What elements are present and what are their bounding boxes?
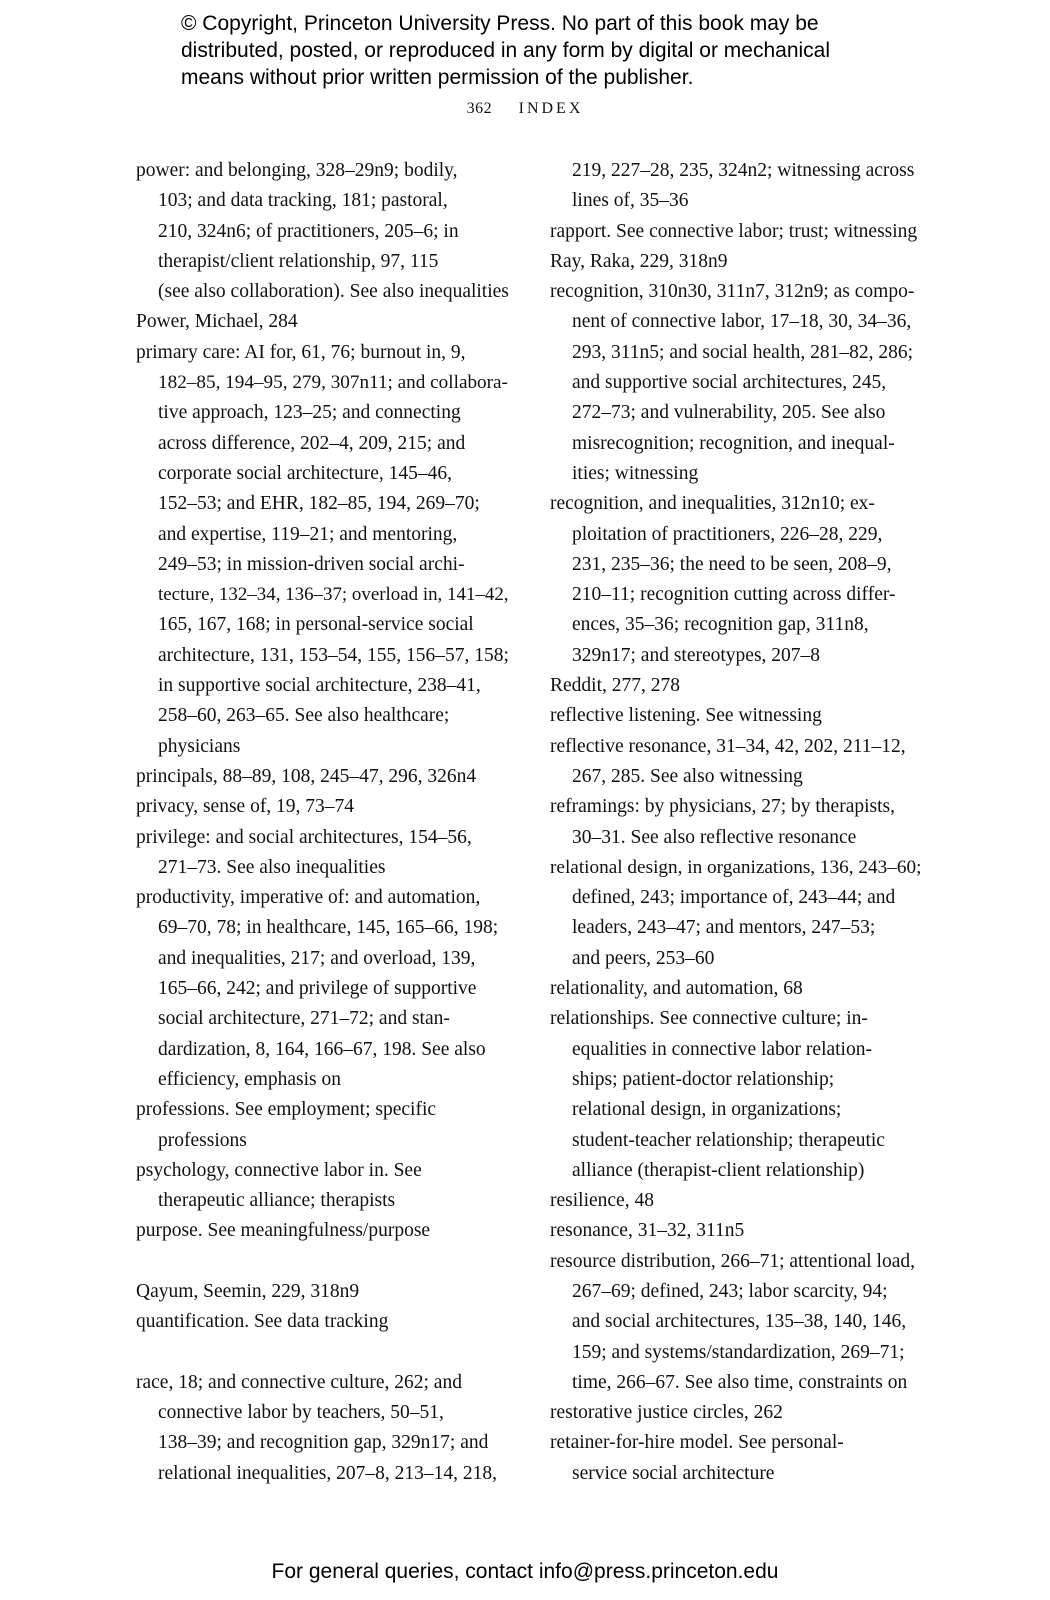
index-entry: Ray, Raka, 229, 318n9: [550, 250, 728, 272]
copyright-line: © Copyright, Princeton University Press. No part of this book may be: [181, 12, 819, 35]
copyright-line: means without prior written permission of the publisher.: [181, 66, 694, 89]
index-entry: reframings: by physicians, 27; by therapists,: [550, 796, 895, 818]
index-entry-continuation: student-teacher relationship; therapeutic: [572, 1129, 885, 1151]
index-entry: psychology, connective labor in. See: [136, 1159, 422, 1181]
index-entry-continuation: 30–31. See also reflective resonance: [572, 826, 857, 848]
index-entry-continuation: relational design, in organizations;: [572, 1099, 842, 1121]
index-entry-continuation: equalities in connective labor relation-: [572, 1038, 872, 1060]
index-entry-continuation: 293, 311n5; and social health, 281–82, 286;: [572, 341, 914, 363]
index-entry-continuation: 165–66, 242; and privilege of supportive: [158, 978, 477, 1000]
index-entry-continuation: corporate social architecture, 145–46,: [158, 462, 452, 484]
running-head: [0, 100, 1050, 118]
index-entry-continuation: nent of connective labor, 17–18, 30, 34–36,: [572, 311, 912, 333]
index-entry: privacy, sense of, 19, 73–74: [136, 796, 355, 818]
page-number: 362: [466, 100, 493, 117]
index-entry: race, 18; and connective culture, 262; and: [136, 1371, 462, 1393]
index-entry-continuation: leaders, 243–47; and mentors, 247–53;: [572, 917, 876, 939]
index-entry-continuation: 267, 285. See also witnessing: [572, 765, 803, 787]
index-entry-continuation: 258–60, 263–65. See also healthcare;: [158, 705, 450, 727]
index-entry-continuation: and peers, 253–60: [572, 947, 715, 969]
index-entry-continuation: (see also collaboration). See also inequalities: [158, 281, 509, 303]
index-entry: resource distribution, 266–71; attentional load,: [550, 1250, 916, 1272]
index-entry-continuation: ploitation of practitioners, 226–28, 229,: [572, 523, 883, 545]
copyright-line: distributed, posted, or reproduced in any form by digital or mechanical: [181, 39, 831, 62]
index-entry: purpose. See meaningfulness/purpose: [136, 1220, 431, 1242]
index-entry: Reddit, 277, 278: [550, 675, 680, 697]
index-entry: relational design, in organizations, 136, 243–60;: [550, 856, 922, 878]
index-entry: professions. See employment; specific: [136, 1099, 437, 1121]
index-entry-continuation: lines of, 35–36: [572, 190, 689, 212]
index-entry-continuation: ences, 35–36; recognition gap, 311n8,: [572, 614, 869, 636]
index-entry: reflective resonance, 31–34, 42, 202, 211–12,: [550, 735, 906, 757]
index-entry: recognition, 310n30, 311n7, 312n9; as compo-: [550, 281, 915, 303]
index-gap: [136, 1338, 508, 1368]
index-entry-continuation: 272–73; and vulnerability, 205. See also: [572, 402, 886, 424]
index-entry-continuation: ities; witnessing: [572, 462, 699, 484]
index-entry-continuation: architecture, 131, 153–54, 155, 156–57, 158;: [158, 644, 509, 666]
index-entry-continuation: physicians: [158, 735, 241, 757]
index-entry: privilege: and social architectures, 154–56,: [136, 826, 472, 848]
index-entry: reflective listening. See witnessing: [550, 705, 822, 727]
index-entry-continuation: 210, 324n6; of practitioners, 205–6; in: [158, 220, 459, 242]
section-title: INDEX: [518, 100, 584, 117]
index-entry-continuation: 159; and systems/standardization, 269–71;: [572, 1341, 905, 1363]
index-entry: power: and belonging, 328–29n9; bodily,: [136, 160, 458, 181]
index-gap: [136, 1247, 508, 1277]
index-entry-continuation: professions: [158, 1129, 247, 1151]
index-column-right: [550, 156, 922, 1489]
index-entry-continuation: misrecognition; recognition, and inequal-: [572, 432, 895, 454]
index-entry-continuation: and expertise, 119–21; and mentoring,: [158, 523, 458, 545]
index-entry-continuation: therapeutic alliance; therapists: [158, 1190, 396, 1212]
index-entry-continuation: 271–73. See also inequalities: [158, 856, 386, 878]
index-entry-continuation: 210–11; recognition cutting across differ-: [572, 584, 896, 606]
index-entry-continuation: across difference, 202–4, 209, 215; and: [158, 432, 466, 454]
index-entry: productivity, imperative of: and automation,: [136, 887, 481, 909]
index-entry: rapport. See connective labor; trust; witnessing: [550, 220, 918, 242]
index-entry: recognition, and inequalities, 312n10; ex-: [550, 493, 875, 515]
index-entry-continuation: alliance (therapist-client relationship): [572, 1159, 865, 1181]
footer-contact: For general queries, contact info@press.princeton.edu: [271, 1560, 779, 1583]
index-entry: principals, 88–89, 108, 245–47, 296, 326n4: [136, 765, 477, 787]
index-entry-continuation: relational inequalities, 207–8, 213–14, 218,: [158, 1462, 498, 1484]
index-entry-continuation: defined, 243; importance of, 243–44; and: [572, 887, 896, 909]
index-entry-continuation: and supportive social architectures, 245,: [572, 372, 887, 394]
index-entry: retainer-for-hire model. See personal-: [550, 1432, 844, 1454]
index-entry-continuation: tive approach, 123–25; and connecting: [158, 402, 461, 424]
index-entry-continuation: 182–85, 194–95, 279, 307n11; and collabora-: [158, 372, 508, 394]
index-entry-continuation: 138–39; and recognition gap, 329n17; and: [158, 1432, 489, 1454]
index-entry-continuation: therapist/client relationship, 97, 115: [158, 250, 439, 272]
index-entry-continuation: 267–69; defined, 243; labor scarcity, 94;: [572, 1280, 888, 1302]
index-entry-continuation: tecture, 132–34, 136–37; overload in, 141–42,: [158, 584, 509, 606]
index-entry: restorative justice circles, 262: [550, 1402, 783, 1424]
index-entry-continuation: efficiency, emphasis on: [158, 1068, 342, 1090]
index-entry: Qayum, Seemin, 229, 318n9: [136, 1280, 360, 1302]
index-entry: relationality, and automation, 68: [550, 978, 803, 1000]
index-entry: resilience, 48: [550, 1190, 654, 1212]
index-entry-continuation: connective labor by teachers, 50–51,: [158, 1402, 444, 1424]
index-entry-continuation: time, 266–67. See also time, constraints on: [572, 1371, 908, 1393]
index-entry-continuation: 231, 235–36; the need to be seen, 208–9,: [572, 553, 892, 575]
index-entry-continuation: service social architecture: [572, 1462, 775, 1484]
index-entry: resonance, 31–32, 311n5: [550, 1220, 745, 1242]
copyright-notice: [181, 10, 941, 91]
index-entry: relationships. See connective culture; in-: [550, 1008, 868, 1030]
index-entry: primary care: AI for, 61, 76; burnout in, 9,: [136, 341, 466, 363]
index-column-left: [136, 156, 508, 1489]
index-entry-continuation: 103; and data tracking, 181; pastoral,: [158, 190, 448, 212]
index-entry-continuation: social architecture, 271–72; and stan-: [158, 1008, 450, 1030]
index-entry-continuation: 69–70, 78; in healthcare, 145, 165–66, 198;: [158, 917, 499, 939]
index-entry-continuation: 219, 227–28, 235, 324n2; witnessing across: [572, 160, 915, 181]
index-entry-continuation: dardization, 8, 164, 166–67, 198. See also: [158, 1038, 486, 1060]
index-entry: quantification. See data tracking: [136, 1311, 389, 1333]
index-entry-continuation: and inequalities, 217; and overload, 139,: [158, 947, 476, 969]
index-entry-continuation: 165, 167, 168; in personal-service social: [158, 614, 474, 636]
index-entry-continuation: ships; patient-doctor relationship;: [572, 1068, 835, 1090]
index-entry-continuation: 152–53; and EHR, 182–85, 194, 269–70;: [158, 493, 480, 515]
index-entry-continuation: in supportive social architecture, 238–41,: [158, 675, 481, 697]
index-entry: Power, Michael, 284: [136, 311, 298, 333]
index-entry-continuation: and social architectures, 135–38, 140, 146,: [572, 1311, 907, 1333]
index-entry-continuation: 249–53; in mission-driven social archi-: [158, 553, 465, 575]
index-entry-continuation: 329n17; and stereotypes, 207–8: [572, 644, 821, 666]
